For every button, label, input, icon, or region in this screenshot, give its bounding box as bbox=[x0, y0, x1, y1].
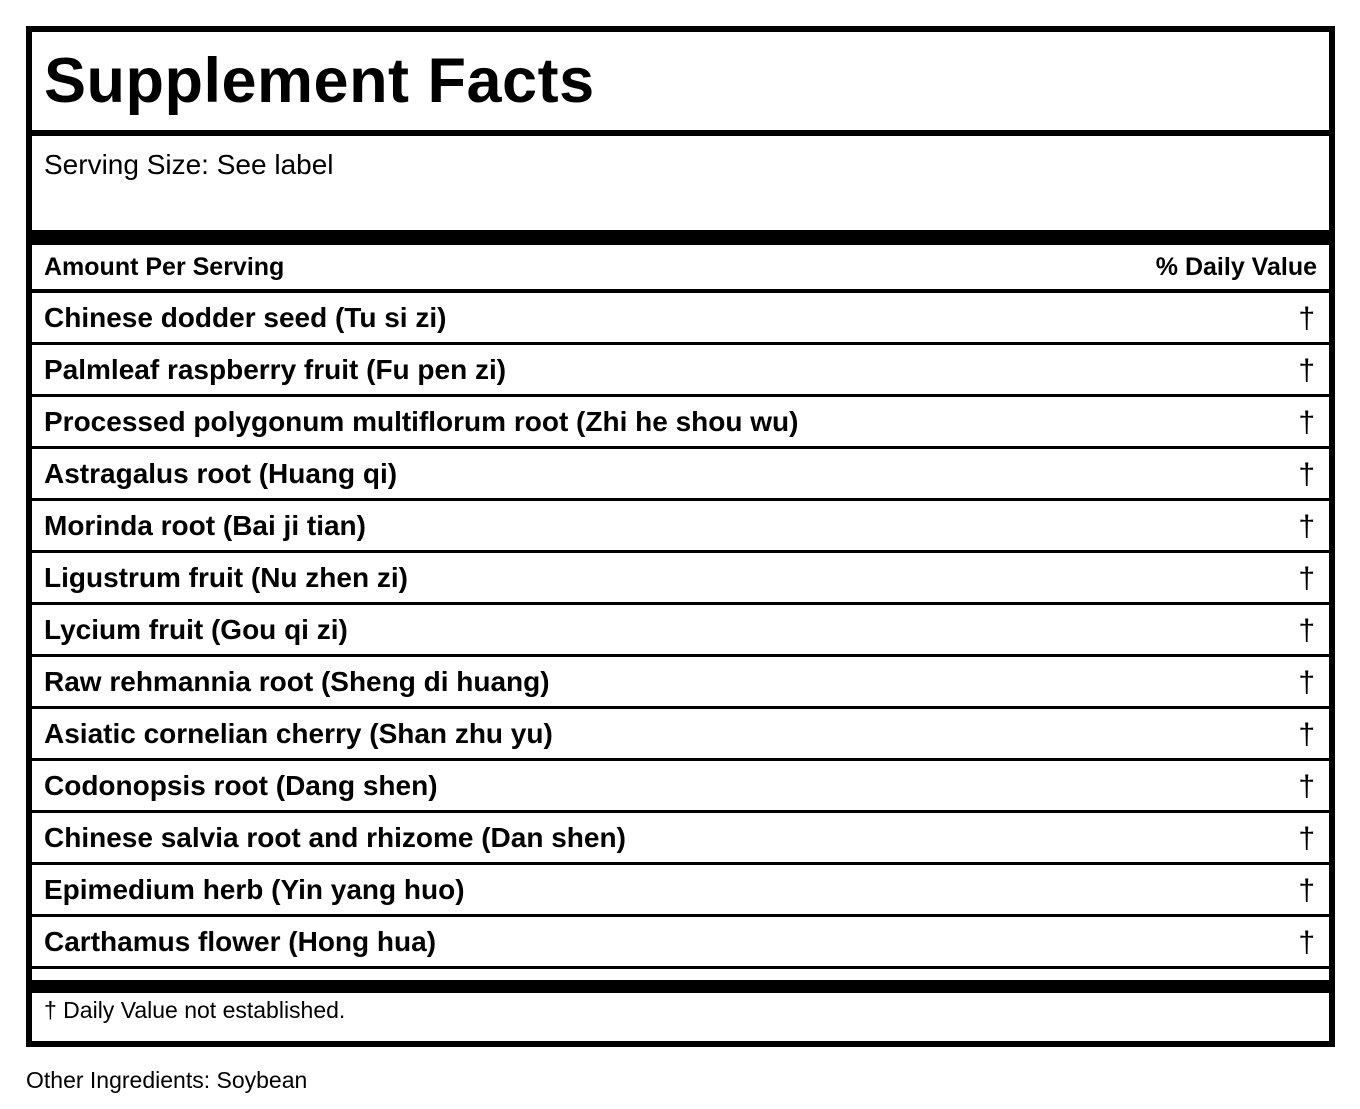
serving-size: Serving Size: See label bbox=[44, 149, 334, 180]
ingredient-name: Morinda root (Bai ji tian) bbox=[44, 510, 366, 541]
footnote: † Daily Value not established. bbox=[44, 997, 346, 1023]
dagger-symbol: † bbox=[1298, 718, 1315, 751]
title-divider bbox=[32, 130, 1329, 136]
other-ingredients: Other Ingredients: Soybean bbox=[26, 1067, 308, 1093]
ingredient-name: Palmleaf raspberry fruit (Fu pen zi) bbox=[44, 354, 507, 385]
ingredient-row bbox=[32, 709, 1329, 758]
thick-divider-bottom bbox=[32, 980, 1329, 993]
dagger-symbol: † bbox=[1298, 510, 1315, 543]
dagger-symbol: † bbox=[1298, 354, 1315, 387]
column-header-row bbox=[32, 245, 1329, 289]
dagger-symbol: † bbox=[1298, 458, 1315, 491]
row-divider bbox=[32, 966, 1329, 969]
panel-title: Supplement Facts bbox=[44, 46, 595, 116]
dagger-symbol: † bbox=[1298, 666, 1315, 699]
thick-divider-top bbox=[32, 230, 1329, 245]
ingredient-name: Chinese salvia root and rhizome (Dan shen) bbox=[44, 822, 626, 853]
ingredient-name: Raw rehmannia root (Sheng di huang) bbox=[44, 666, 550, 697]
dagger-symbol: † bbox=[1298, 770, 1315, 803]
ingredient-row bbox=[32, 293, 1329, 342]
ingredient-row bbox=[32, 865, 1329, 914]
dagger-symbol: † bbox=[1298, 822, 1315, 855]
dagger-symbol: † bbox=[1298, 406, 1315, 439]
supplement-facts-panel bbox=[26, 26, 1335, 1047]
ingredient-name: Carthamus flower (Hong hua) bbox=[44, 926, 437, 957]
ingredient-row bbox=[32, 345, 1329, 394]
ingredient-row bbox=[32, 917, 1329, 966]
dagger-symbol: † bbox=[1298, 926, 1315, 959]
ingredient-name: Codonopsis root (Dang shen) bbox=[44, 770, 438, 801]
dagger-symbol: † bbox=[1298, 614, 1315, 647]
ingredient-row bbox=[32, 501, 1329, 550]
ingredient-row bbox=[32, 397, 1329, 446]
ingredient-name: Asiatic cornelian cherry (Shan zhu yu) bbox=[44, 718, 553, 749]
ingredient-name: Processed polygonum multiflorum root (Zhi he shou wu) bbox=[44, 406, 799, 437]
ingredient-name: Ligustrum fruit (Nu zhen zi) bbox=[44, 562, 408, 593]
ingredient-name: Epimedium herb (Yin yang huo) bbox=[44, 874, 465, 905]
ingredient-row bbox=[32, 449, 1329, 498]
ingredient-name: Chinese dodder seed (Tu si zi) bbox=[44, 302, 447, 333]
ingredient-name: Astragalus root (Huang qi) bbox=[44, 458, 398, 489]
dagger-symbol: † bbox=[1298, 302, 1315, 335]
ingredient-row bbox=[32, 553, 1329, 602]
ingredient-name: Lycium fruit (Gou qi zi) bbox=[44, 614, 348, 645]
ingredient-row bbox=[32, 761, 1329, 810]
amount-per-serving-header: Amount Per Serving bbox=[44, 253, 285, 281]
dagger-symbol: † bbox=[1298, 562, 1315, 595]
ingredient-row bbox=[32, 657, 1329, 706]
ingredient-row bbox=[32, 813, 1329, 862]
dagger-symbol: † bbox=[1298, 874, 1315, 907]
daily-value-header: % Daily Value bbox=[1155, 253, 1317, 281]
ingredient-row bbox=[32, 605, 1329, 654]
